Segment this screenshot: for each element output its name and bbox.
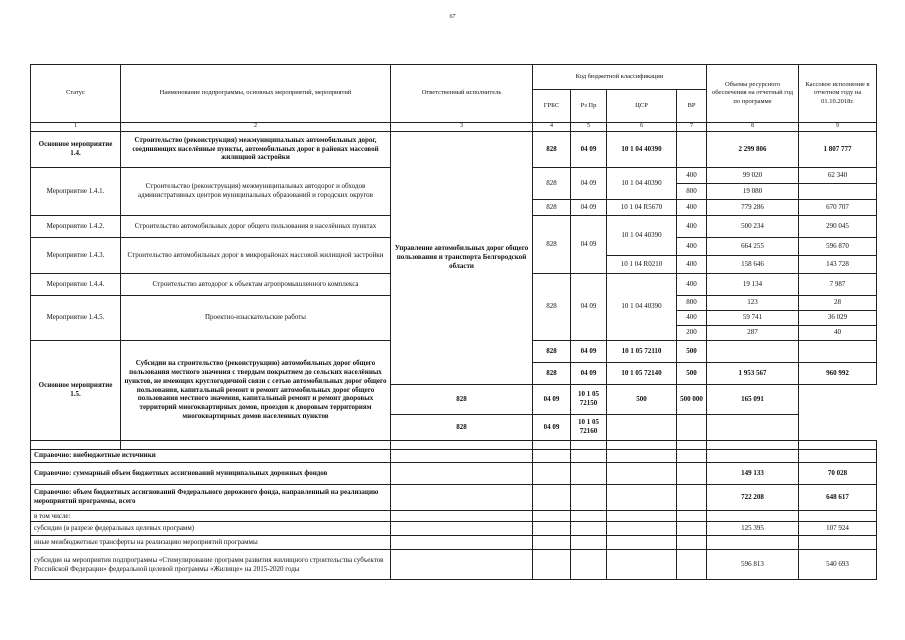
cell-cash: 62 340 xyxy=(799,167,877,183)
empty-cell xyxy=(533,462,571,484)
empty-cell xyxy=(391,536,533,550)
cell-volume: 779 286 xyxy=(707,199,799,215)
col-index: 3 xyxy=(391,123,533,132)
empty-cell xyxy=(391,462,533,484)
empty-cell xyxy=(677,484,707,510)
empty-cell xyxy=(677,449,707,462)
cell-csr: 10 1 05 72110 xyxy=(607,340,677,362)
cell-cash: 960 992 xyxy=(799,362,877,384)
cell-grbs: 828 xyxy=(533,167,571,199)
cell-rzpr: 04 09 xyxy=(571,215,607,273)
cell-vr: 500 xyxy=(677,362,707,384)
cell-volume: 158 646 xyxy=(707,255,799,273)
row-name: Строительство (реконструкция) межмуниципальных автомобильных дорог, соединяющих населённые пункты, автомобильных дорог в районах массовой жилищной застройки xyxy=(121,131,391,167)
cell-vr: 500 xyxy=(607,384,677,414)
empty-cell xyxy=(533,522,571,536)
cell-vr xyxy=(677,131,707,167)
empty-cell xyxy=(677,522,707,536)
footer-label: Справочно: внебюджетные источники xyxy=(31,449,391,462)
empty-cell xyxy=(571,449,607,462)
cell-vr: 200 xyxy=(677,325,707,340)
footer-label: иные межбюджетные трансферты на реализацию мероприятий программы xyxy=(31,536,391,550)
cell-cash xyxy=(707,414,799,440)
cell-volume: 1 953 567 xyxy=(707,362,799,384)
cell-cash: 540 693 xyxy=(799,550,877,580)
empty-cell xyxy=(677,510,707,522)
header-volume: Объемы ресурсного обеспечения на отчетный год по программе xyxy=(707,65,799,123)
row-status: Мероприятие 1.4.2. xyxy=(31,215,121,237)
cell-volume: 125 395 xyxy=(707,522,799,536)
cell-csr: 10 1 05 72160 xyxy=(571,414,607,440)
cell-cash xyxy=(799,510,877,522)
cell-cash: 648 617 xyxy=(799,484,877,510)
cell-vr: 800 xyxy=(677,183,707,199)
empty-cell xyxy=(571,484,607,510)
cell-grbs: 828 xyxy=(533,273,571,340)
cell-volume: 123 xyxy=(707,295,799,310)
cell-volume: 19 080 xyxy=(707,183,799,199)
header-cash: Кассовое исполнение в отчетном году на 01.10.2018г. xyxy=(799,65,877,123)
empty-cell xyxy=(677,462,707,484)
cell-volume xyxy=(707,536,799,550)
empty-cell xyxy=(121,440,391,449)
cell-volume: 19 134 xyxy=(707,273,799,295)
header-vr: ВР xyxy=(677,90,707,123)
col-index: 1 xyxy=(31,123,121,132)
row-name: Строительство автомобильных дорог в микрорайонах массовой жилищной застройки xyxy=(121,237,391,273)
cell-grbs: 828 xyxy=(391,414,533,440)
table-row xyxy=(31,449,877,462)
cell-cash: 40 xyxy=(799,325,877,340)
empty-cell xyxy=(607,449,677,462)
cell-csr: 10 1 04 40390 xyxy=(607,273,677,340)
cell-volume: 59 741 xyxy=(707,310,799,325)
cell-vr: 400 xyxy=(677,199,707,215)
cell-cash: 70 028 xyxy=(799,462,877,484)
cell-cash: 165 091 xyxy=(707,384,799,414)
cell-rzpr: 04 09 xyxy=(571,362,607,384)
cell-cash: 28 xyxy=(799,295,877,310)
cell-rzpr: 04 09 xyxy=(533,384,571,414)
row-status: Мероприятие 1.4.1. xyxy=(31,167,121,215)
cell-cash: 1 807 777 xyxy=(799,131,877,167)
cell-csr: 10 1 04 40390 xyxy=(607,131,677,167)
table-row xyxy=(31,536,877,550)
empty-cell xyxy=(533,536,571,550)
cell-volume: 2 299 806 xyxy=(707,131,799,167)
executor-cell: Управление автомобильных дорог общего пользования и транспорта Белгородской области xyxy=(391,131,533,384)
header-name: Наименование подпрограммы, основных мероприятий, мероприятий xyxy=(121,65,391,123)
empty-cell xyxy=(607,522,677,536)
cell-vr: 800 xyxy=(677,295,707,310)
table-row xyxy=(31,550,877,580)
empty-cell xyxy=(571,550,607,580)
header-executor: Ответственный исполнитель xyxy=(391,65,533,123)
empty-cell xyxy=(607,536,677,550)
empty-cell xyxy=(533,449,571,462)
footer-label: Справочно: суммарный объем бюджетных ассигнований муниципальных дорожных фондов xyxy=(31,462,391,484)
cell-grbs: 828 xyxy=(533,199,571,215)
cell-csr: 10 1 04 40390 xyxy=(607,167,677,199)
empty-cell xyxy=(607,462,677,484)
cell-vr: 400 xyxy=(677,255,707,273)
cell-volume xyxy=(677,414,707,440)
cell-volume: 287 xyxy=(707,325,799,340)
table-row xyxy=(31,522,877,536)
cell-csr: 10 1 04 R5670 xyxy=(607,199,677,215)
empty-cell xyxy=(607,510,677,522)
col-index: 8 xyxy=(707,123,799,132)
empty-cell xyxy=(799,440,877,449)
empty-cell xyxy=(391,522,533,536)
empty-cell xyxy=(571,440,607,449)
cell-grbs: 828 xyxy=(391,384,533,414)
cell-vr: 500 xyxy=(677,340,707,362)
empty-cell xyxy=(391,550,533,580)
cell-volume: 500 234 xyxy=(707,215,799,237)
row-name: Субсидии на строительство (реконструкцию) автомобильных дорог общего пользования местного значения с твердым покрытием до сельских населённых пунктов, не имеющих круглогодичной связи с сетью автомобильных дорог общего пользования, капитальный ремонт и ремонт автомобильных дорог общего пользования местного значения, капитальный ремонт и ремонт дворовых территорий многоквартирных домов, проездов к дворовым территориям многоквартирных домов населенных пунктов xyxy=(121,340,391,440)
cell-vr: 400 xyxy=(677,215,707,237)
table-row xyxy=(31,131,877,167)
cell-vr: 400 xyxy=(677,167,707,183)
empty-cell xyxy=(607,484,677,510)
empty-cell xyxy=(533,510,571,522)
cell-volume: 99 020 xyxy=(707,167,799,183)
cell-vr: 400 xyxy=(677,310,707,325)
cell-cash: 7 987 xyxy=(799,273,877,295)
empty-cell xyxy=(571,510,607,522)
table-row xyxy=(31,510,877,522)
empty-cell xyxy=(533,440,571,449)
cell-vr: 400 xyxy=(677,237,707,255)
cell-volume: 722 208 xyxy=(707,484,799,510)
footer-label: субсидии на мероприятия подпрограммы «Стимулирование программ развития жилищного строительства субъектов Российской Федерации» федеральной целевой программы «Жилище» на 2015-2020 годы xyxy=(31,550,391,580)
row-name: Проектно-изыскательские работы xyxy=(121,295,391,340)
cell-grbs: 828 xyxy=(533,131,571,167)
col-index: 5 xyxy=(571,123,607,132)
budget-table-container xyxy=(30,64,876,580)
col-index: 2 xyxy=(121,123,391,132)
cell-grbs: 828 xyxy=(533,215,571,273)
row-status: Основное мероприятие 1.4. xyxy=(31,131,121,167)
empty-cell xyxy=(533,484,571,510)
header-rzpr: Рз Пр xyxy=(571,90,607,123)
empty-cell xyxy=(607,440,677,449)
empty-cell xyxy=(391,484,533,510)
cell-cash xyxy=(799,340,877,362)
footer-label: Справочно: объем бюджетных ассигнований Федерального дорожного фонда, направленный на реализацию мероприятий программы, всего xyxy=(31,484,391,510)
empty-cell xyxy=(677,550,707,580)
cell-cash: 143 728 xyxy=(799,255,877,273)
empty-cell xyxy=(707,440,799,449)
header-status: Статус xyxy=(31,65,121,123)
cell-csr: 10 1 04 40390 xyxy=(607,215,677,255)
cell-grbs: 828 xyxy=(533,362,571,384)
header-csr: ЦСР xyxy=(607,90,677,123)
cell-csr: 10 1 04 R0210 xyxy=(607,255,677,273)
cell-csr: 10 1 05 72140 xyxy=(607,362,677,384)
table-row xyxy=(31,440,877,449)
empty-cell xyxy=(391,510,533,522)
budget-table xyxy=(30,64,877,580)
footer-label: в том числе: xyxy=(31,510,391,522)
cell-rzpr: 04 09 xyxy=(571,273,607,340)
cell-volume xyxy=(707,510,799,522)
footer-label: субсидии (в разрезе федеральных целевых программ) xyxy=(31,522,391,536)
row-name: Строительство автомобильных дорог общего пользования в населённых пунктах xyxy=(121,215,391,237)
row-status: Мероприятие 1.4.4. xyxy=(31,273,121,295)
cell-rzpr: 04 09 xyxy=(533,414,571,440)
row-name: Строительство автодорог к объектам агропромышленного комплекса xyxy=(121,273,391,295)
row-status: Основное мероприятие 1.5. xyxy=(31,340,121,440)
cell-volume: 500 000 xyxy=(677,384,707,414)
col-index: 7 xyxy=(677,123,707,132)
header-grbs: ГРБС xyxy=(533,90,571,123)
cell-volume xyxy=(707,340,799,362)
cell-vr: 400 xyxy=(677,273,707,295)
row-status: Мероприятие 1.4.3. xyxy=(31,237,121,273)
empty-cell xyxy=(31,440,121,449)
column-index-row xyxy=(31,123,877,132)
cell-cash xyxy=(799,536,877,550)
empty-cell xyxy=(607,550,677,580)
empty-cell xyxy=(571,462,607,484)
cell-csr: 10 1 05 72150 xyxy=(571,384,607,414)
cell-cash xyxy=(799,183,877,199)
row-name: Строительство (реконструкция) межмуниципальных автодорог и обходов административных центров муниципальных образований и городских округов xyxy=(121,167,391,215)
cell-rzpr: 04 09 xyxy=(571,199,607,215)
empty-cell xyxy=(391,440,533,449)
table-row xyxy=(31,462,877,484)
col-index: 6 xyxy=(607,123,677,132)
page-number: 67 xyxy=(449,14,456,20)
empty-cell xyxy=(391,449,533,462)
col-index: 9 xyxy=(799,123,877,132)
cell-volume: 664 255 xyxy=(707,237,799,255)
header-code: Код бюджетной классификации xyxy=(533,65,707,90)
empty-cell xyxy=(533,550,571,580)
cell-cash: 596 870 xyxy=(799,237,877,255)
empty-cell xyxy=(677,536,707,550)
cell-rzpr: 04 09 xyxy=(571,167,607,199)
cell-grbs: 828 xyxy=(533,340,571,362)
cell-cash: 670 707 xyxy=(799,199,877,215)
empty-cell xyxy=(571,536,607,550)
row-status: Мероприятие 1.4.5. xyxy=(31,295,121,340)
cell-rzpr: 04 09 xyxy=(571,131,607,167)
cell-rzpr: 04 09 xyxy=(571,340,607,362)
cell-cash: 107 924 xyxy=(799,522,877,536)
cell-cash: 36 029 xyxy=(799,310,877,325)
cell-vr xyxy=(607,414,677,440)
cell-volume: 596 813 xyxy=(707,550,799,580)
table-row xyxy=(31,484,877,510)
col-index: 4 xyxy=(533,123,571,132)
cell-cash xyxy=(799,449,877,462)
cell-cash: 290 045 xyxy=(799,215,877,237)
cell-volume xyxy=(707,449,799,462)
cell-volume: 149 133 xyxy=(707,462,799,484)
empty-cell xyxy=(571,522,607,536)
empty-cell xyxy=(677,440,707,449)
